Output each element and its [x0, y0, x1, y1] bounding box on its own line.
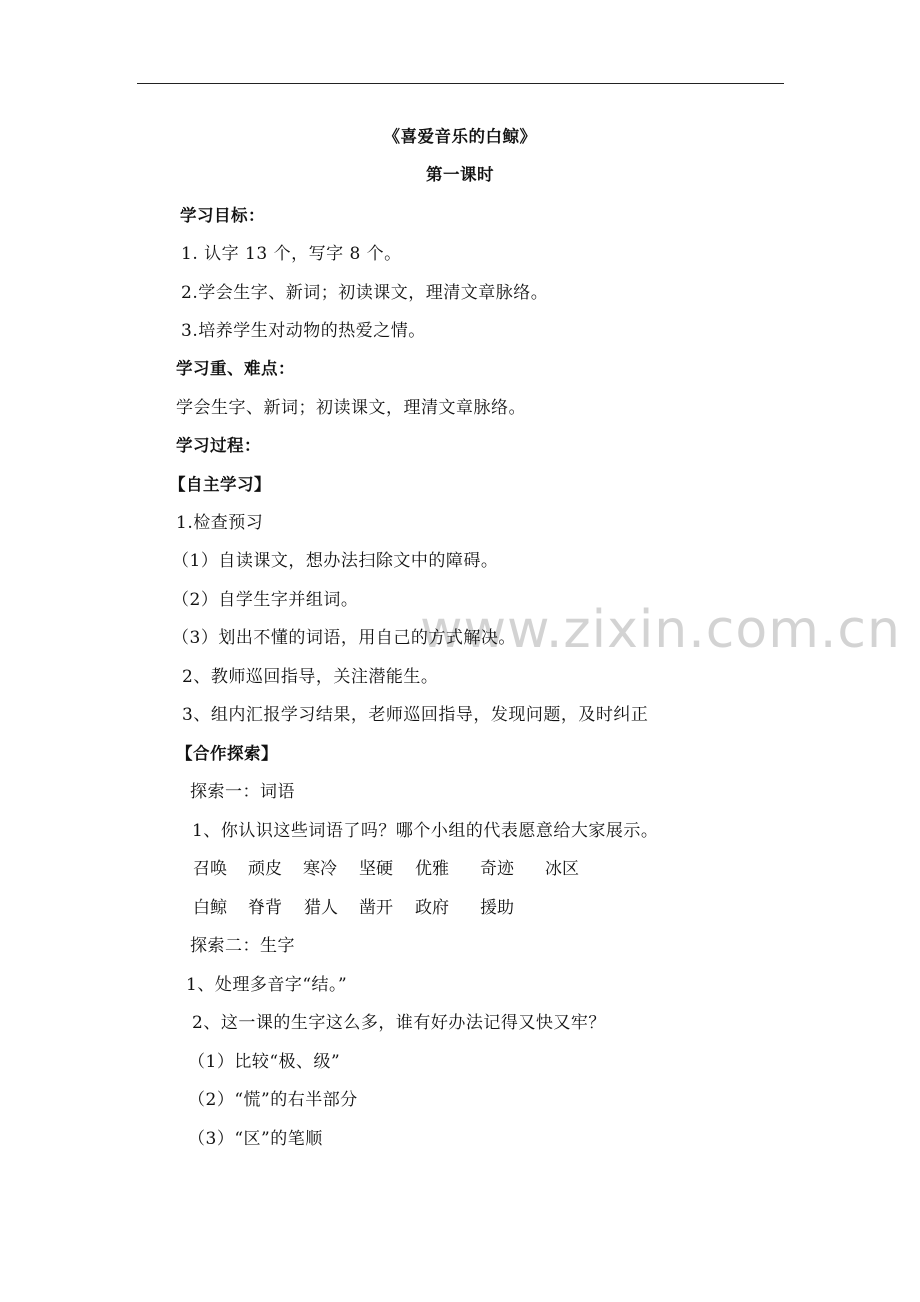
vocab-word: 脊背 [248, 898, 282, 918]
objective-item: 2.学会生字、新词；初读课文，理清文章脉络。 [181, 283, 549, 303]
key-points-heading: 学习重、难点： [176, 359, 295, 378]
objective-item: 3.培养学生对动物的热爱之情。 [181, 321, 426, 341]
objectives-heading: 学习目标： [180, 206, 265, 225]
self-study-item: 1.检查预习 [176, 513, 264, 533]
vocab-word: 寒冷 [303, 859, 337, 879]
watermark: www.zixin.com.cn [420, 600, 901, 660]
explore2-title: 探索二：生字 [190, 936, 295, 956]
explore2-item: （2）“慌”的右半部分 [188, 1090, 358, 1110]
explore1-question: 1、你认识这些词语了吗？哪个小组的代表愿意给大家展示。 [192, 821, 659, 841]
process-heading: 学习过程： [176, 436, 261, 455]
document-title: 《喜爱音乐的白鲸》 [383, 127, 537, 146]
explore2-item: （1）比较“极、级” [188, 1052, 341, 1072]
header-rule [137, 83, 784, 84]
vocab-word: 白鲸 [193, 898, 227, 918]
vocab-word: 优雅 [415, 859, 449, 879]
cooperative-heading: 【合作探索】 [176, 744, 278, 763]
self-study-heading: 【自主学习】 [169, 475, 271, 494]
self-study-item: （3）划出不懂的词语，用自己的方式解决。 [172, 628, 516, 648]
key-points-text: 学会生字、新词；初读课文，理清文章脉络。 [176, 398, 526, 418]
self-study-item: 3、组内汇报学习结果，老师巡回指导，发现问题，及时纠正 [182, 705, 649, 725]
vocab-word: 召唤 [193, 859, 227, 879]
self-study-item: （1）自读课文，想办法扫除文中的障碍。 [172, 551, 499, 571]
objective-item: 1. 认字 13 个，写字 8 个。 [181, 244, 402, 264]
vocab-word: 猎人 [304, 898, 338, 918]
vocab-word: 政府 [415, 898, 449, 918]
document-subtitle: 第一课时 [426, 165, 494, 184]
vocab-word: 冰区 [545, 859, 579, 879]
vocab-word: 顽皮 [248, 859, 282, 879]
vocab-word: 坚硬 [359, 859, 393, 879]
explore2-item: （3）“区”的笔顺 [188, 1129, 323, 1149]
self-study-item: 2、教师巡回指导，关注潜能生。 [182, 667, 439, 687]
explore2-item: 1、处理多音字“结。” [186, 975, 348, 995]
vocab-word: 奇迹 [480, 859, 514, 879]
explore2-item: 2、这一课的生字这么多，谁有好办法记得又快又牢？ [192, 1013, 606, 1033]
vocab-word: 援助 [480, 898, 514, 918]
vocab-word: 凿开 [359, 898, 393, 918]
explore1-title: 探索一：词语 [190, 782, 295, 802]
self-study-item: （2）自学生字并组词。 [172, 590, 359, 610]
